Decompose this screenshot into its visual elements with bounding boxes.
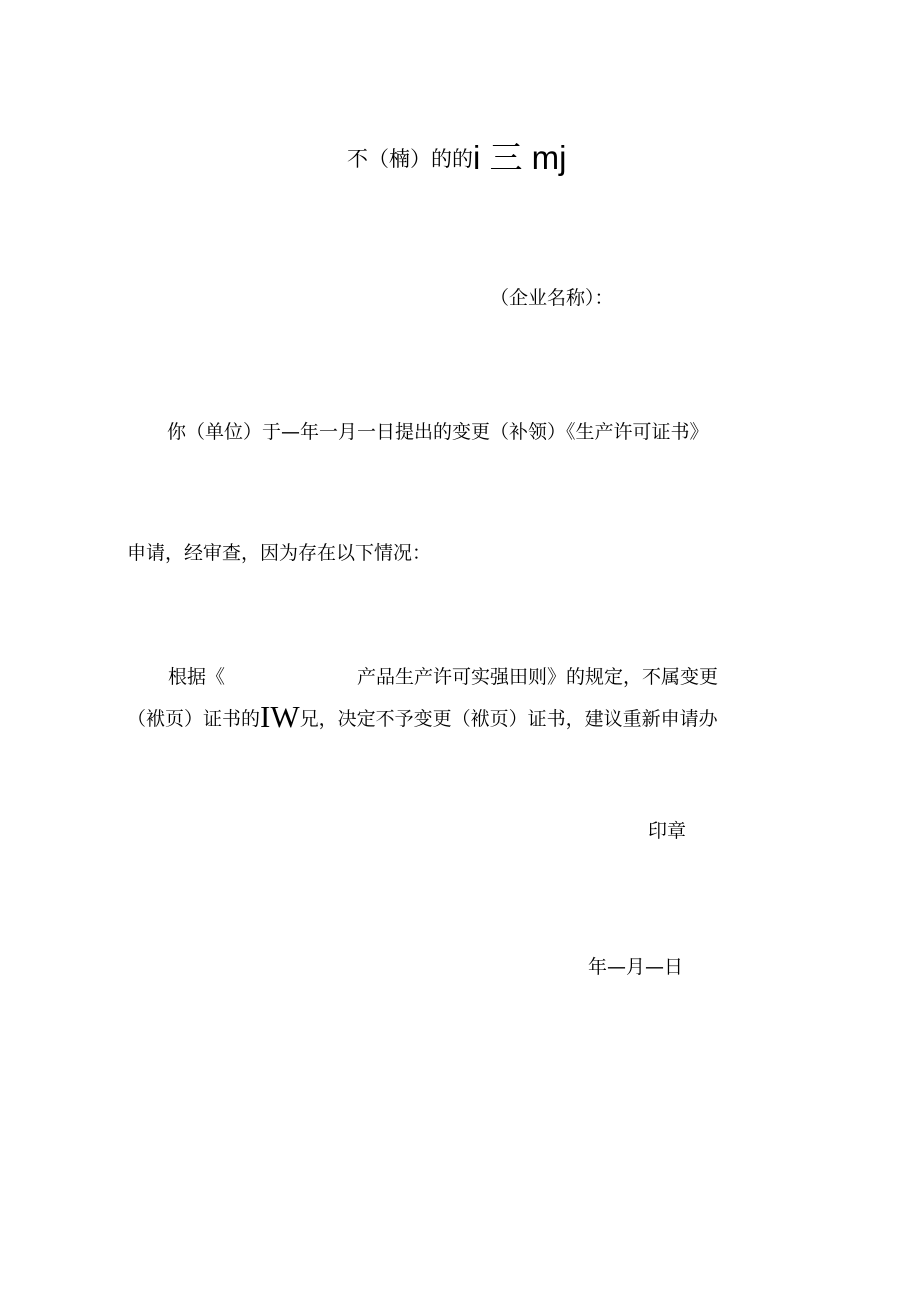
document-title (347, 140, 567, 177)
paragraph-regulation-suffix: 产品生产许可实强田则》的规定，不属变更 (357, 666, 719, 688)
paragraph-regulation-prefix: 根据《 (168, 666, 226, 688)
paragraph-application: 你（单位）于—年一月一日提出的变更（补领）《生产许可证书》 (167, 421, 709, 443)
paragraph-review: 申请，经审查，因为存在以下情况： (127, 542, 432, 564)
paragraph-decision (127, 699, 718, 734)
document-title-latin: i 三 mj (473, 139, 567, 176)
addressee-line: （企业名称）： (490, 287, 614, 309)
date-line: 年—月—日 (588, 956, 684, 978)
document-title-cjk: 不（楠）的的 (347, 147, 473, 171)
seal-label: 印章 (648, 820, 687, 842)
paragraph-decision-suffix: 兄，决定不予变更（袱页）证书，建议重新申请办 (299, 708, 718, 730)
paragraph-decision-prefix: （袱页）证书的 (127, 708, 261, 730)
paragraph-decision-iw: IW (260, 699, 300, 734)
